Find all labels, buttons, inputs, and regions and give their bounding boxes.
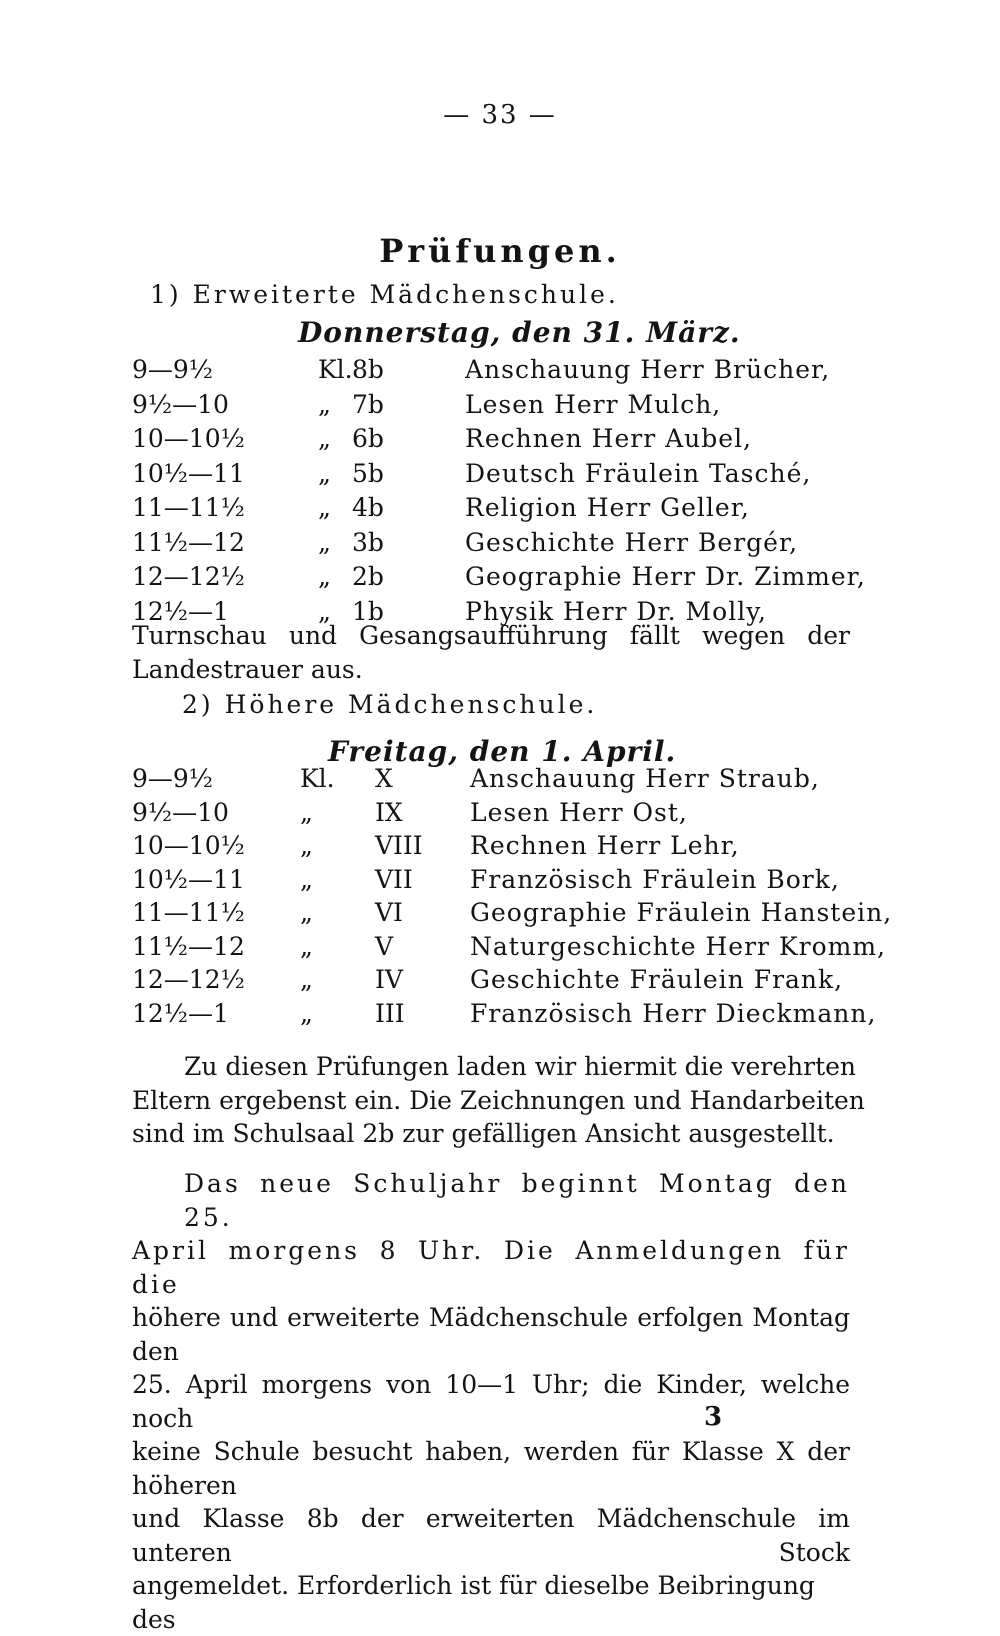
schedule-class-prefix: „ <box>318 424 331 453</box>
schedule-row <box>0 493 1000 527</box>
paragraph-school-year <box>132 1167 850 1636</box>
page-title: Prüfungen. <box>379 232 621 270</box>
schedule-class: VIII <box>375 831 423 860</box>
schedule-class: VI <box>375 898 403 927</box>
schedule-time: 12½—1 <box>132 998 229 1028</box>
paragraph2-line: und Klasse 8b der erweiterten Mädchenschule im unteren Stock <box>132 1504 850 1567</box>
schedule-class: 5b <box>352 458 384 488</box>
schedule-class-prefix: „ <box>318 458 331 488</box>
schedule-class: 6b <box>352 424 384 453</box>
schedule-subject: Deutsch Fräulein Tasché, <box>465 458 812 488</box>
schedule-row <box>0 390 1000 424</box>
schedule-class: 8b <box>352 355 384 384</box>
schedule-row <box>0 798 1000 832</box>
schedule-class: 7b <box>352 389 384 419</box>
schedule-class-prefix: „ <box>300 898 313 927</box>
schedule-time: 11—11½ <box>132 493 245 522</box>
schedule-row <box>0 831 1000 865</box>
schedule-class-prefix: Kl. <box>300 764 335 793</box>
paragraph2-line: keine Schule besucht haben, werden für Klasse X der höheren <box>132 1437 850 1500</box>
schedule-subject: Lesen Herr Ost, <box>470 797 688 827</box>
page-number: — 33 — <box>443 100 557 130</box>
schedule-time: 12½—1 <box>132 596 229 626</box>
schedule-time: 11—11½ <box>132 898 245 927</box>
schedule-class: 3b <box>352 527 384 557</box>
schedule-row <box>0 965 1000 999</box>
schedule-subject: Religion Herr Geller, <box>465 493 750 522</box>
section2-heading: 2) Höhere Mädchenschule. <box>182 690 598 719</box>
schedule-row <box>0 528 1000 562</box>
paragraph-exam-invitation <box>132 1050 865 1151</box>
schedule-class: VII <box>375 864 413 894</box>
note-line-2: Landestrauer aus. <box>132 654 363 684</box>
schedule-time: 12—12½ <box>132 562 245 591</box>
schedule-class-prefix: „ <box>300 831 313 860</box>
schedule-time: 9½—10 <box>132 797 229 827</box>
signature-mark: 3 <box>704 1402 723 1432</box>
schedule-subject: Anschauung Herr Straub, <box>470 764 820 793</box>
schedule-row <box>0 459 1000 493</box>
paragraph2-line: 25. April morgens von 10—1 Uhr; die Kinder, welche noch <box>132 1370 850 1433</box>
note-line-1: Turnschau und Gesangsaufführung fällt wegen der <box>132 621 850 650</box>
section1-day: Donnerstag, den 31. März. <box>298 316 741 349</box>
schedule-class: 4b <box>352 493 384 522</box>
paragraph1-line: Eltern ergebenst ein. Die Zeichnungen und Handarbeiten <box>132 1085 865 1115</box>
schedule-class-prefix: „ <box>318 562 331 591</box>
schedule-subject: Geschichte Herr Bergér, <box>465 527 799 557</box>
paragraph1-line: sind im Schulsaal 2b zur gefälligen Ansicht ausgestellt. <box>132 1119 835 1148</box>
schedule-row <box>0 562 1000 596</box>
schedule-class-prefix: „ <box>318 493 331 522</box>
schedule-class: IX <box>375 797 403 827</box>
schedule-time: 11½—12 <box>132 527 245 557</box>
paragraph2-line: April morgens 8 Uhr. Die Anmeldungen für die <box>132 1236 850 1299</box>
schedule-subject: Naturgeschichte Herr Kromm, <box>470 931 886 961</box>
schedule-class-prefix: „ <box>300 797 313 827</box>
schedule-class-prefix: Kl. <box>318 355 353 384</box>
schedule-time: 10½—11 <box>132 458 245 488</box>
schedule-class-prefix: „ <box>300 864 313 894</box>
schedule-row <box>0 865 1000 899</box>
schedule-time: 10—10½ <box>132 424 245 453</box>
schedule-class-prefix: „ <box>318 596 331 626</box>
schedule-time: 9—9½ <box>132 355 214 384</box>
schedule-subject: Physik Herr Dr. Molly, <box>465 596 767 626</box>
schedule-row <box>0 764 1000 798</box>
schedule-row <box>0 898 1000 932</box>
schedule-class: III <box>375 998 405 1028</box>
paragraph2-line: Das neue Schuljahr beginnt Montag den 25. <box>184 1169 850 1232</box>
schedule-subject: Geographie Fräulein Hanstein, <box>470 898 893 927</box>
schedule-row <box>0 932 1000 966</box>
schedule-time: 10½—11 <box>132 864 245 894</box>
schedule-subject: Rechnen Herr Aubel, <box>465 424 753 453</box>
paragraph1-line: Zu diesen Prüfungen laden wir hiermit die verehrten <box>184 1052 857 1081</box>
schedule-row <box>0 424 1000 458</box>
schedule-subject: Französisch Herr Dieckmann, <box>470 998 877 1028</box>
schedule-class: 2b <box>352 562 384 591</box>
section2-day: Freitag, den 1. April. <box>328 735 677 768</box>
schedule-class: 1b <box>352 596 384 626</box>
schedule-class-prefix: „ <box>318 527 331 557</box>
schedule-class: X <box>375 764 393 793</box>
schedule-time: 9—9½ <box>132 764 214 793</box>
paragraph2-line: höhere und erweiterte Mädchenschule erfolgen Montag den <box>132 1303 850 1366</box>
schedule-subject: Lesen Herr Mulch, <box>465 389 722 419</box>
schedule-row <box>0 999 1000 1033</box>
schedule-subject: Geschichte Fräulein Frank, <box>470 965 844 994</box>
section1-note <box>132 619 850 686</box>
schedule-row <box>0 355 1000 389</box>
section1-heading: 1) Erweiterte Mädchenschule. <box>150 280 619 309</box>
schedule-time: 10—10½ <box>132 831 245 860</box>
schedule-subject: Geographie Herr Dr. Zimmer, <box>465 562 866 591</box>
schedule-subject: Französisch Fräulein Bork, <box>470 864 840 894</box>
schedule-class: IV <box>375 965 403 994</box>
schedule-subject: Anschauung Herr Brücher, <box>465 355 831 384</box>
schedule-class-prefix: „ <box>300 931 313 961</box>
schedule-time: 12—12½ <box>132 965 245 994</box>
schedule-subject: Rechnen Herr Lehr, <box>470 831 740 860</box>
schedule-class: V <box>375 931 394 961</box>
schedule-time: 11½—12 <box>132 931 245 961</box>
paragraph2-line: angemeldet. Erforderlich ist für dieselbe Beibringung des <box>132 1571 815 1634</box>
schedule-class-prefix: „ <box>300 965 313 994</box>
schedule-class-prefix: „ <box>300 998 313 1028</box>
schedule-class-prefix: „ <box>318 389 331 419</box>
schedule-time: 9½—10 <box>132 389 229 419</box>
